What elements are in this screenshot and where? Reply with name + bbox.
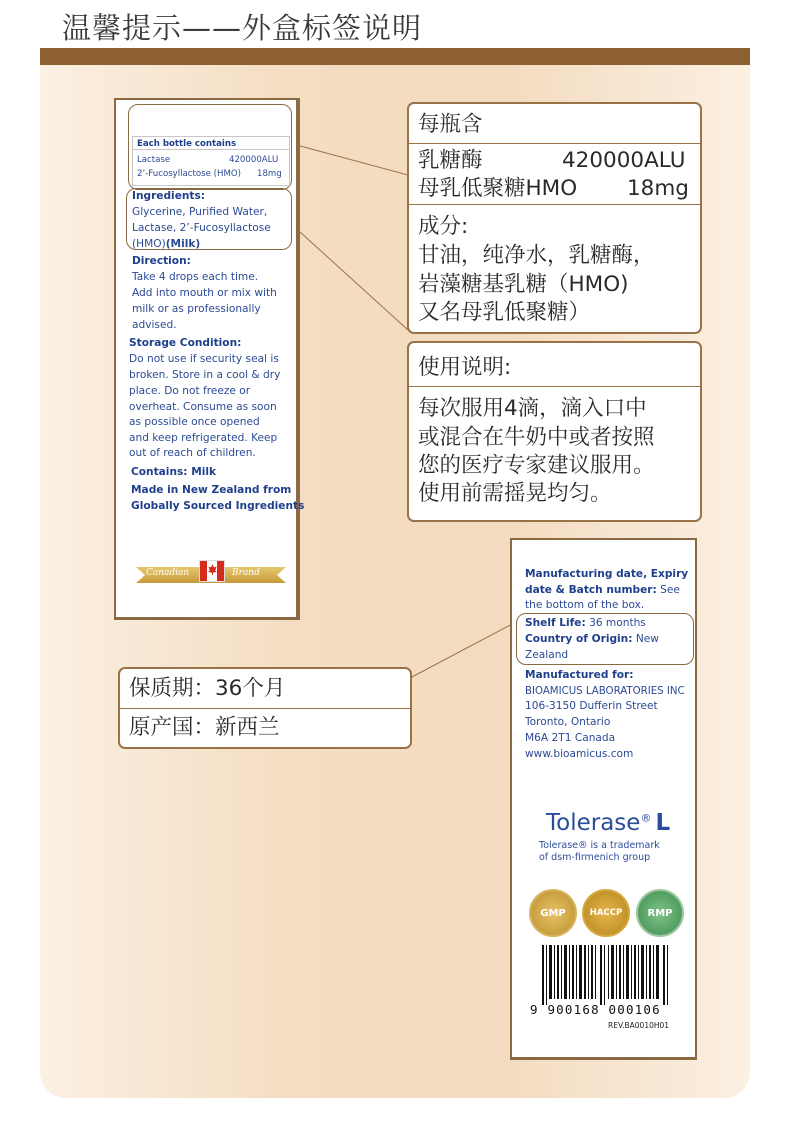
callout-shelf-life-text: 保质期：36个月 <box>129 676 286 701</box>
callout-ingredients-title: 成分: <box>418 214 469 239</box>
manufactured-for: Manufactured for: <box>525 669 634 681</box>
brand-name: Tolerase <box>546 810 641 836</box>
ingredients-hmo: (HMO) <box>132 238 166 250</box>
mfg-batch: date & Batch number: <box>525 584 657 596</box>
address-line-2: 106-3150 Dufferin Street <box>525 700 658 712</box>
contains-table <box>132 136 290 186</box>
callout-direction-line-3: 您的医疗专家建议服用。 <box>418 453 655 478</box>
barcode-digits: 9 900168 000106 <box>530 1002 661 1017</box>
callout-contents <box>407 102 702 334</box>
origin-line-2: Zealand <box>525 649 569 661</box>
mfg-see: See <box>660 584 680 596</box>
storage-line-2: broken. Store in a cool & dry <box>129 369 281 381</box>
callout-row-2-value: 18mg <box>627 176 689 201</box>
direction-line-2: Add into mouth or mix with <box>132 287 277 299</box>
contains-row-2-name: 2’-Fucosyllactose (HMO) <box>137 169 242 179</box>
storage-line-5: as possible once opened <box>129 416 260 428</box>
direction-title: Direction: <box>132 255 191 267</box>
callout-direction-line-1: 每次服用4滴，滴入口中 <box>418 396 647 421</box>
address-line-4: M6A 2T1 Canada <box>525 732 616 744</box>
page-title: 温馨提示——外盒标签说明 <box>62 11 423 45</box>
connector-contains <box>289 143 408 175</box>
callout-ingredients-line-2: 岩藻糖基乳糖（HMO) <box>418 272 629 297</box>
rmp-badge-icon: RMP <box>636 889 684 937</box>
ingredients-milk: (Milk) <box>165 238 201 250</box>
connector-shelf-life <box>410 622 516 678</box>
contains-header: Each bottle contains <box>137 139 237 149</box>
ingredients-title: Ingredients: <box>132 190 206 202</box>
callout-row-1-value: 420000ALU <box>562 148 686 173</box>
address-line-1: BIOAMICUS LABORATORIES INC <box>525 686 685 697</box>
brand-suffix: L <box>655 810 671 836</box>
direction-line-3: milk or as professionally <box>132 303 261 315</box>
revision-code: REV.BA0010H01 <box>608 1021 670 1030</box>
made-in-line-1: Made in New Zealand from <box>131 484 292 496</box>
storage-line-6: and keep refrigerated. Keep <box>129 432 278 444</box>
callout-direction-line-2: 或混合在牛奶中或者按照 <box>418 425 655 450</box>
contains-row-2-value: 18mg <box>257 169 282 179</box>
callout-row-2-name: 母乳低聚糖HMO <box>418 176 578 201</box>
callout-ingredients-line-1: 甘油，纯净水，乳糖酶， <box>418 243 655 268</box>
callout-contents-divider <box>409 204 700 205</box>
callout-row-1-name: 乳糖酶 <box>418 148 483 173</box>
mfg-line-3: the bottom of the box. <box>525 599 645 611</box>
callout-direction-line-4: 使用前需摇晃均匀。 <box>418 481 612 506</box>
ingredients-line-3 <box>132 237 200 253</box>
banner-text-right: Brand <box>232 568 260 578</box>
shelf-life-value: 36 months <box>589 617 646 629</box>
bottle-label-left <box>114 98 305 620</box>
callout-direction-title: 使用说明: <box>418 355 512 380</box>
contains-row-1-value: 420000ALU <box>229 155 279 165</box>
storage-line-7: out of reach of children. <box>129 447 256 459</box>
direction-line-4: advised. <box>132 319 177 331</box>
address-line-3: Toronto, Ontario <box>525 716 611 728</box>
callout-direction <box>407 341 702 522</box>
callout-origin-text: 原产国：新西兰 <box>129 715 280 740</box>
brand-logo <box>546 810 670 836</box>
direction-line-1: Take 4 drops each time. <box>132 271 259 283</box>
shelf-life-key: Shelf Life: <box>525 617 586 629</box>
canadian-brand-banner <box>136 560 286 586</box>
address-line-5: www.bioamicus.com <box>525 748 634 760</box>
callout-shelf-life <box>118 667 412 749</box>
callout-ingredients-line-3: 又名母乳低聚糖） <box>418 300 591 325</box>
gmp-badge-icon: GMP <box>529 889 577 937</box>
origin-key: Country of Origin: <box>525 633 633 645</box>
shelf-life-line <box>525 616 646 632</box>
banner-text-left: Canadian <box>146 568 190 578</box>
trademark-line-2: of dsm-firmenich group <box>539 852 651 863</box>
made-in-line-2: Globally Sourced Ingredients <box>131 500 305 512</box>
contains-allergen: Contains: Milk <box>131 466 217 478</box>
haccp-badge-icon: HACCP <box>582 889 630 937</box>
trademark-line-1: Tolerase® is a trademark <box>539 840 660 851</box>
storage-line-4: overheat. Consume as soon <box>129 401 277 413</box>
mfg-line-1: Manufacturing date, Expiry <box>525 568 689 580</box>
origin-line <box>525 632 659 648</box>
contains-row-1-name: Lactase <box>137 155 171 165</box>
barcode-icon <box>542 945 670 1005</box>
bottle-label-right <box>510 538 697 1060</box>
brand-reg: ® <box>640 811 652 825</box>
storage-title: Storage Condition: <box>129 337 242 349</box>
connector-ingredients <box>289 222 408 330</box>
ingredients-line-2: Lactase, 2’-Fucosyllactose <box>132 222 271 234</box>
storage-line-1: Do not use if security seal is <box>129 353 279 365</box>
callout-contents-title: 每瓶含 <box>418 112 483 137</box>
mfg-line-2 <box>525 583 680 599</box>
origin-value: New <box>635 633 659 645</box>
ingredients-line-1: Glycerine, Purified Water, <box>132 206 268 218</box>
storage-line-3: place. Do not freeze or <box>129 385 251 397</box>
